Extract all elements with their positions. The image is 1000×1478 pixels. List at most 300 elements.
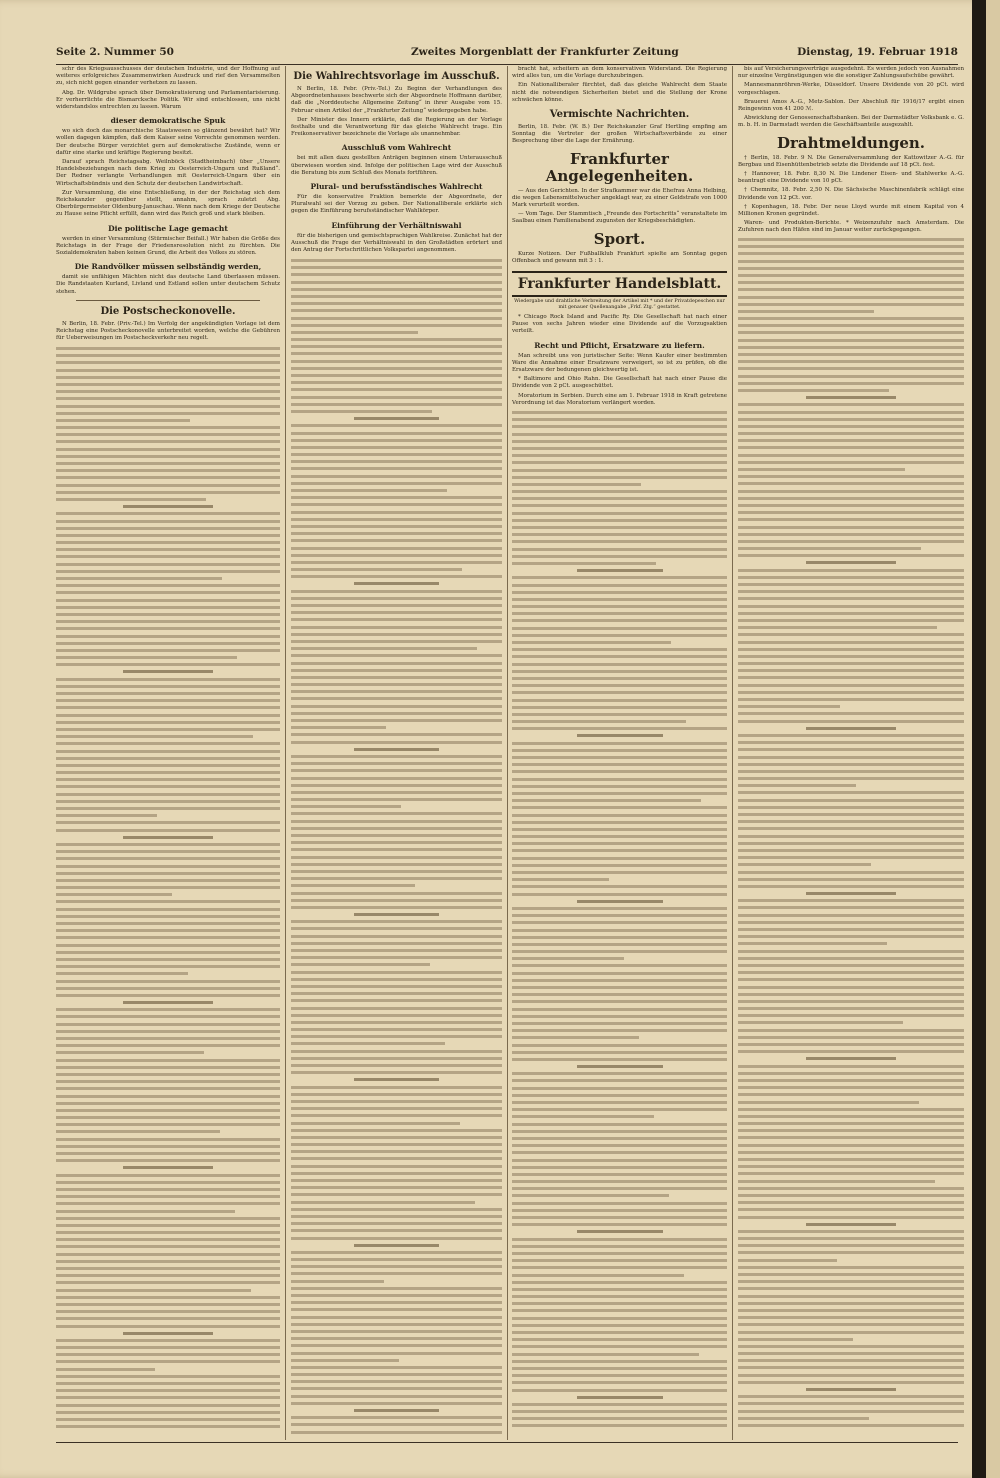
- article-paragraph: — Vom Tage. Der Stammtisch „Freunde des Fortschritts“ veranstaltete im Saalbau einen Familienabend zugunsten der Kriegsbeschädigten.: [512, 211, 727, 225]
- text-line: [291, 338, 502, 341]
- text-line: [56, 548, 280, 551]
- text-line: [738, 1424, 964, 1427]
- text-line: [577, 734, 663, 737]
- text-line: [56, 613, 280, 616]
- text-line: [56, 778, 280, 781]
- text-line: [56, 1066, 280, 1069]
- text-line: [291, 1229, 502, 1232]
- reprint-notice: Wiedergabe und drahtliche Verbreitung der Artikel mit * und der Privatdepeschen nur mit genauer Quellenangabe „Frkf. Ztg.“ gestattet.: [514, 299, 725, 311]
- text-line: [56, 1346, 280, 1349]
- text-line: [512, 1252, 727, 1255]
- text-line: [512, 756, 727, 759]
- text-line: [56, 627, 280, 630]
- text-line: [738, 260, 964, 263]
- text-line: [291, 1007, 502, 1010]
- text-line: [56, 1411, 280, 1414]
- text-line: [291, 1114, 502, 1117]
- text-line: [291, 1416, 502, 1419]
- text-line: [291, 906, 502, 909]
- text-line: [56, 1267, 280, 1270]
- text-line: [291, 1014, 502, 1017]
- text-line: [56, 405, 280, 408]
- text-line: [512, 519, 727, 522]
- text-line: [56, 1245, 280, 1248]
- text-line: [56, 728, 280, 731]
- column-divider: [285, 66, 286, 1440]
- text-line: [291, 777, 502, 780]
- text-line: [738, 1309, 964, 1312]
- text-line: [56, 857, 280, 860]
- text-line: [512, 1000, 727, 1003]
- text-line: [512, 1094, 727, 1097]
- text-line: [291, 1107, 502, 1110]
- text-line: [738, 375, 964, 378]
- text-line: [56, 484, 280, 487]
- text-line: [56, 1289, 251, 1292]
- text-line: [56, 520, 280, 523]
- text-line: [291, 360, 502, 363]
- text-line: [512, 476, 727, 479]
- text-line: [291, 719, 502, 722]
- text-line: [512, 1374, 727, 1377]
- text-line: [738, 633, 964, 636]
- article-paragraph: Berlin, 18. Febr. (W. B.) Der Reichskanzler Graf Hertling empfing am Sonntag die Vertreter der großen Wirtschaftsverbände zu einer Besprechung über die Lage der Ernährung.: [512, 124, 727, 145]
- text-line: [56, 1030, 280, 1033]
- text-line: [56, 1145, 280, 1148]
- text-line: [291, 482, 502, 485]
- text-line: [577, 569, 663, 572]
- text-line: [577, 1396, 663, 1399]
- text-line: [56, 606, 280, 609]
- masthead-title: Zweites Morgenblatt der Frankfurter Zeitung: [411, 46, 679, 58]
- text-line: [56, 1202, 280, 1205]
- text-line: [738, 1208, 964, 1211]
- text-line: [291, 1093, 502, 1096]
- text-line: [291, 791, 502, 794]
- text-line: [806, 1223, 896, 1226]
- text-line: [512, 821, 727, 824]
- text-line: [56, 1123, 280, 1126]
- text-line: [56, 541, 280, 544]
- text-line: [56, 994, 280, 997]
- text-line: [56, 944, 280, 947]
- text-line: [291, 1136, 502, 1139]
- text-line: [738, 1230, 964, 1233]
- text-line: [56, 663, 280, 666]
- text-line: [291, 935, 502, 938]
- text-line: [291, 999, 502, 1002]
- text-line: [56, 936, 280, 939]
- text-line: [291, 1323, 502, 1326]
- text-line: [738, 986, 964, 989]
- text-line: [56, 972, 188, 975]
- text-line: [738, 619, 964, 622]
- text-line: [291, 1143, 502, 1146]
- text-line: [291, 381, 502, 384]
- subheading: Plural- und berufsständisches Wahlrecht: [310, 182, 483, 192]
- text-line: [806, 892, 896, 895]
- text-line: [512, 835, 727, 838]
- text-line: [291, 525, 502, 528]
- text-line: [512, 778, 727, 781]
- text-line: [512, 943, 727, 946]
- text-line: [123, 1001, 213, 1004]
- text-line: [291, 1395, 502, 1398]
- text-line: [56, 1238, 280, 1241]
- text-line: [512, 512, 727, 515]
- text-line: [738, 806, 964, 809]
- text-lines: [291, 259, 502, 1440]
- text-line: [738, 641, 964, 644]
- text-line: [56, 1253, 280, 1256]
- text-line: [738, 655, 964, 658]
- text-line: [291, 1431, 502, 1434]
- article-separator: [76, 300, 260, 301]
- text-line: [512, 871, 727, 874]
- text-line: [512, 878, 609, 881]
- text-line: [56, 361, 280, 364]
- text-line: [512, 548, 727, 551]
- text-line: [291, 496, 502, 499]
- text-line: [806, 1057, 896, 1060]
- text-line: [738, 878, 964, 881]
- text-line: [56, 900, 280, 903]
- text-line: [738, 432, 964, 435]
- text-line: [512, 770, 727, 773]
- text-line: [512, 1202, 727, 1205]
- text-line: [512, 1180, 727, 1183]
- text-line: [291, 1035, 502, 1038]
- text-line: [56, 1015, 280, 1018]
- text-line: [512, 1072, 727, 1075]
- text-line: [56, 1159, 280, 1162]
- page-number: Seite 2. Nummer 50: [56, 46, 174, 58]
- text-line: [56, 1274, 280, 1277]
- text-line: [512, 1302, 727, 1305]
- text-line: [806, 561, 896, 564]
- text-line: [56, 1303, 280, 1306]
- text-line: [512, 1044, 727, 1047]
- text-line: [291, 841, 502, 844]
- text-line: [291, 1086, 502, 1089]
- text-line: [56, 1195, 280, 1198]
- text-line: [56, 512, 280, 515]
- text-line: [291, 942, 502, 945]
- text-line: [56, 1130, 220, 1133]
- text-line: [738, 331, 964, 334]
- text-line: [512, 814, 727, 817]
- text-line: [123, 1332, 213, 1335]
- text-line: [56, 426, 280, 429]
- text-line: [291, 259, 502, 262]
- text-line: [291, 949, 502, 952]
- text-line: [56, 1418, 280, 1421]
- text-line: [512, 792, 727, 795]
- text-line: [291, 1122, 460, 1125]
- text-line: [56, 699, 280, 702]
- text-line: [291, 561, 502, 564]
- text-line: [512, 1309, 727, 1312]
- text-line: [512, 1245, 727, 1248]
- text-line: [56, 908, 280, 911]
- text-line: [512, 763, 727, 766]
- text-line: [56, 814, 157, 817]
- article-paragraph: Moratorium in Serbien. Durch eine am 1. Februar 1918 in Kraft getretene Verordnung ist das Moratorium verlängert worden.: [512, 392, 727, 406]
- text-line: [291, 568, 462, 571]
- section-banner: Frankfurter Handelsblatt.: [512, 271, 727, 297]
- text-line: [56, 1224, 280, 1227]
- text-line: [56, 656, 237, 659]
- text-line: [738, 871, 964, 874]
- text-line: [738, 526, 964, 529]
- text-line: [512, 598, 727, 601]
- text-line: [512, 641, 671, 644]
- text-line: [56, 735, 253, 738]
- text-line: [56, 1023, 280, 1026]
- text-line: [291, 863, 502, 866]
- text-line: [56, 635, 280, 638]
- text-line: [512, 490, 727, 493]
- text-line: [291, 647, 477, 650]
- text-line: [56, 383, 280, 386]
- text-line: [738, 720, 964, 723]
- text-line: [291, 633, 502, 636]
- text-line: [291, 733, 502, 736]
- text-line: [512, 727, 727, 730]
- text-line: [56, 793, 280, 796]
- article-paragraph: für die bisherigen und gemischtsprachigen Wahlkreise. Zunächst hat der Ausschuß die Frage der Verhältniswahl in den Großstädten erörtert und den Antrag der Fortschrittlichen Volkspartei angenommen.: [291, 232, 502, 254]
- text-line: [738, 1086, 964, 1089]
- text-line: [738, 1302, 964, 1305]
- text-line: [738, 921, 964, 924]
- text-line: [56, 980, 280, 983]
- text-line: [512, 411, 727, 414]
- text-line: [512, 1345, 727, 1348]
- text-line: [512, 964, 727, 967]
- text-line: [512, 454, 727, 457]
- text-line: [738, 1259, 837, 1262]
- text-line: [512, 957, 624, 960]
- text-line: [291, 295, 502, 298]
- text-line: [291, 503, 502, 506]
- text-line: [291, 1021, 502, 1024]
- text-line: [738, 784, 856, 787]
- text-line: [512, 1266, 727, 1269]
- text-line: [56, 1368, 155, 1371]
- text-line: [738, 691, 964, 694]
- text-line: [512, 921, 727, 924]
- text-line: [291, 697, 502, 700]
- text-line: [512, 914, 727, 917]
- text-line: [512, 849, 727, 852]
- text-line: [291, 1157, 502, 1160]
- text-line: [56, 771, 280, 774]
- text-line: [512, 893, 727, 896]
- issue-date: Dienstag, 19. Februar 1918: [797, 46, 958, 58]
- text-line: [56, 1296, 280, 1299]
- text-line: [512, 706, 727, 709]
- text-line: [512, 828, 727, 831]
- subheading: Recht und Pflicht, Ersatzware zu liefern.: [534, 340, 705, 350]
- text-line: [291, 920, 502, 923]
- text-line: [56, 929, 280, 932]
- text-line: [738, 1050, 964, 1053]
- article-heading: Die Wahlrechtsvorlage im Ausschuß.: [293, 71, 500, 82]
- text-line: [738, 1136, 964, 1139]
- scan-edge: [972, 0, 986, 1478]
- text-line: [56, 742, 280, 745]
- text-line: [56, 1073, 280, 1076]
- text-line: [56, 1317, 280, 1320]
- text-line: [738, 1187, 964, 1190]
- text-line: [291, 1064, 502, 1067]
- text-line: [738, 1122, 964, 1125]
- text-line: [512, 461, 727, 464]
- text-line: [291, 489, 447, 492]
- article-paragraph: † Hannover, 18. Febr. 8,30 N. Die Lindener Eisen- und Stahlwerke A.-G. beantragt eine Dividende von 10 pCt.: [738, 171, 964, 185]
- text-line: [56, 591, 280, 594]
- text-line: [291, 1042, 445, 1045]
- text-line: [512, 1151, 727, 1154]
- text-line: [291, 273, 502, 276]
- text-line: [738, 1216, 964, 1219]
- text-line: [512, 1173, 727, 1176]
- text-line: [738, 1036, 964, 1039]
- text-line: [738, 590, 964, 593]
- text-line: [738, 950, 964, 953]
- column-divider: [732, 66, 733, 1440]
- text-line: [738, 1273, 964, 1276]
- text-line: [738, 1014, 964, 1017]
- text-line: [291, 367, 502, 370]
- text-line: [291, 1366, 502, 1369]
- text-line: [291, 1215, 502, 1218]
- text-line: [291, 432, 502, 435]
- text-line: [56, 951, 280, 954]
- text-line: [738, 504, 964, 507]
- column-1: [56, 66, 280, 1440]
- text-line: [56, 419, 190, 422]
- text-line: [291, 266, 502, 269]
- text-line: [291, 352, 502, 355]
- text-line: [291, 834, 502, 837]
- text-line: [291, 288, 502, 291]
- text-line: [291, 554, 502, 557]
- text-line: [738, 267, 964, 270]
- text-line: [738, 813, 964, 816]
- text-line: [512, 799, 701, 802]
- text-line: [512, 1008, 727, 1011]
- article-paragraph: Man schreibt uns von juristischer Seite: Wenn Kaufer einer bestimmten Ware die Annahme einer Ersatzware verweigert, so ist zu prüfen, ob die Ersatzware der bedungenen gleichwertig ist.: [512, 352, 727, 374]
- text-line: [512, 1079, 727, 1082]
- text-line: [56, 440, 280, 443]
- text-line: [291, 317, 502, 320]
- text-line: [291, 410, 432, 413]
- text-line: [738, 698, 964, 701]
- text-line: [56, 1325, 280, 1328]
- text-line: [291, 1359, 399, 1362]
- text-line: [291, 884, 415, 887]
- text-line: [56, 1095, 280, 1098]
- text-line: [56, 448, 280, 451]
- article-paragraph: † Chemnitz, 18. Febr. 2,50 N. Die Sächsische Maschinenfabrik schlägt eine Dividende von 12 pCt. vor.: [738, 187, 964, 201]
- text-line: [56, 1109, 280, 1112]
- text-line: [738, 1295, 964, 1298]
- text-line: [291, 1201, 475, 1204]
- text-line: [738, 1266, 964, 1269]
- text-line: [56, 1231, 280, 1234]
- text-line: [56, 555, 280, 558]
- text-line: [738, 1129, 964, 1132]
- text-line: [56, 764, 280, 767]
- text-line: [354, 913, 438, 916]
- text-line: [291, 1387, 502, 1390]
- text-line: [512, 440, 727, 443]
- text-line: [738, 310, 874, 313]
- text-line: [291, 1287, 502, 1290]
- text-line: [56, 1382, 280, 1385]
- text-line: [738, 317, 964, 320]
- text-line: [738, 1072, 964, 1075]
- text-line: [738, 856, 964, 859]
- article-paragraph: wo sich doch das monarchische Staatswesen so glänzend bewährt hat? Wir wollen dagegen kämpfen, daß dem Kaiser seine Vorrechte genommen werden. Der deutsche Bürger verzichtet gern auf demokratische Zustände, wenn er dafür eine starke und kräftige Regierung besitzt.: [56, 128, 280, 156]
- text-line: [738, 303, 964, 306]
- text-line: [738, 346, 964, 349]
- text-line: [56, 412, 280, 415]
- text-line: [738, 1395, 964, 1398]
- text-line: [56, 433, 280, 436]
- text-line: [738, 842, 964, 845]
- text-line: [56, 1080, 280, 1083]
- article-paragraph: Mannesmannröhren-Werke, Düsseldorf. Unsere Dividende von 20 pCt. wird vorgeschlagen.: [738, 82, 964, 96]
- text-line: [512, 1238, 727, 1241]
- text-line: [512, 425, 727, 428]
- text-line: [738, 454, 964, 457]
- text-line: [512, 1353, 699, 1356]
- text-line: [56, 879, 280, 882]
- text-line: [738, 669, 964, 672]
- text-line: [291, 331, 418, 334]
- text-line: [291, 518, 502, 521]
- text-line: [291, 654, 502, 657]
- text-line: [738, 583, 964, 586]
- text-line: [738, 439, 964, 442]
- text-line: [738, 547, 921, 550]
- text-line: [56, 599, 280, 602]
- text-line: [738, 1043, 964, 1046]
- article-paragraph: N Berlin, 18. Febr. (Priv.-Tel.) Zu Beginn der Verhandlungen des Abgeordnetenhauses beschwerte sich der Abgeordnete Hoffmann darüber, daß die „Norddeutsche Allgemeine Zeitung“ in ihrer Ausgabe vom 15. Februar einen Artikel der „Frankfurter Zeitung“ wiedergegeben habe.: [291, 86, 502, 114]
- text-line: [738, 712, 964, 715]
- text-line: [512, 555, 727, 558]
- text-line: [512, 1259, 727, 1262]
- text-line: [56, 1037, 280, 1040]
- text-line: [512, 648, 727, 651]
- text-line: [738, 468, 905, 471]
- text-line: [291, 978, 502, 981]
- text-line: [291, 963, 430, 966]
- text-line: [56, 1353, 280, 1356]
- text-line: [291, 690, 502, 693]
- text-line: [56, 1087, 280, 1090]
- text-line: [291, 877, 502, 880]
- text-line: [291, 1150, 502, 1153]
- text-line: [291, 1316, 502, 1319]
- text-line: [291, 439, 502, 442]
- text-line: [738, 1280, 964, 1283]
- text-line: [56, 376, 280, 379]
- text-line: [56, 620, 280, 623]
- text-line: [291, 446, 502, 449]
